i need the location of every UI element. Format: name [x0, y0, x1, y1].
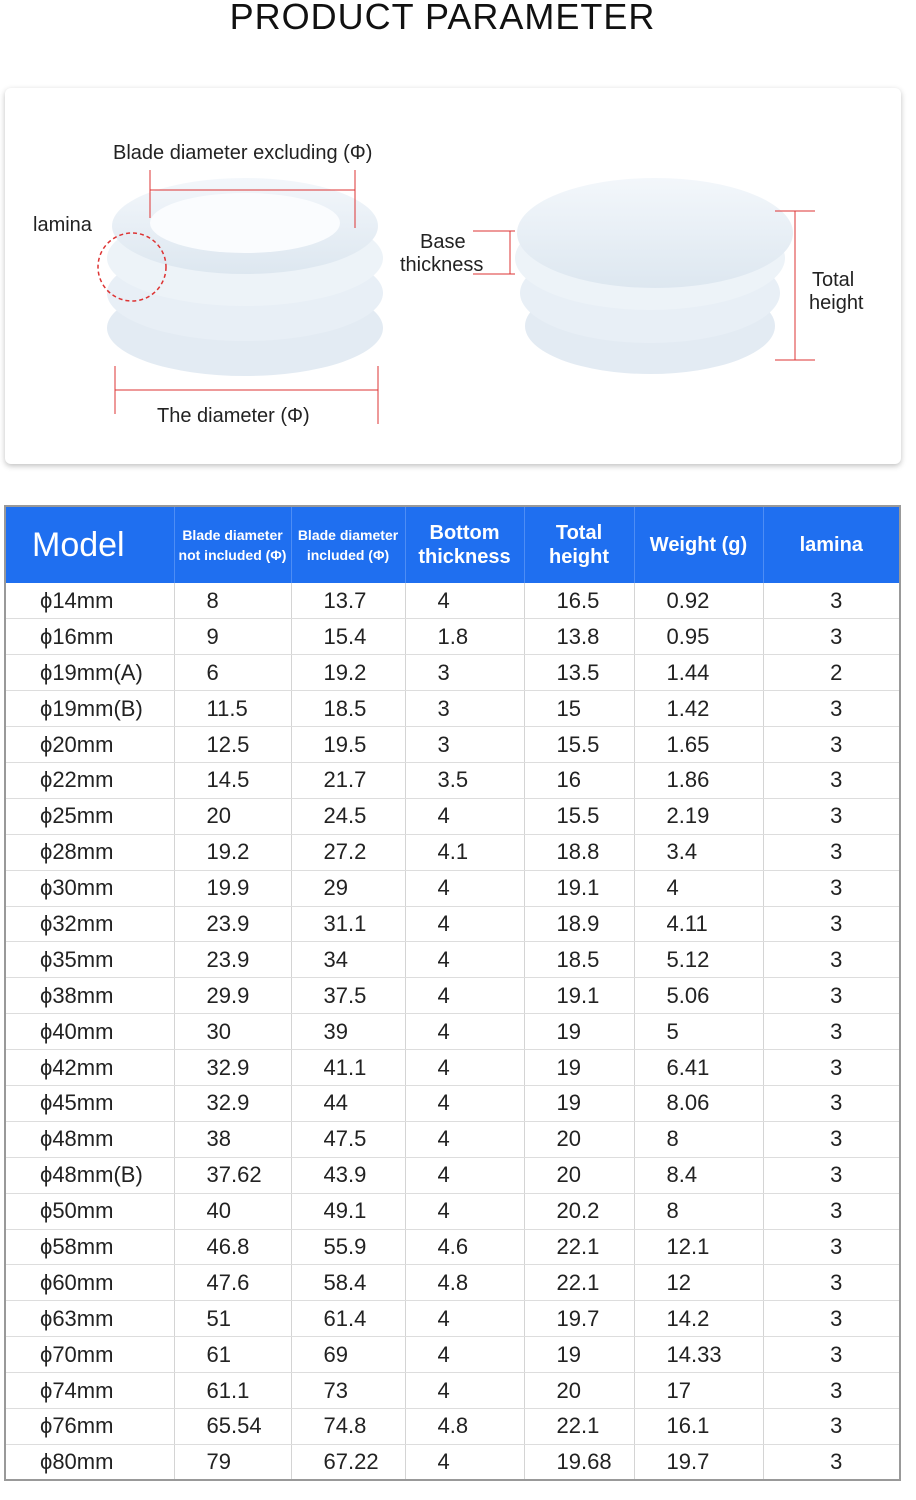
cell-model: ϕ48mm(B): [5, 1157, 174, 1193]
cell-blade-not-included: 38: [174, 1121, 291, 1157]
cell-lamina: 3: [763, 1085, 900, 1121]
open-plug-image: [98, 170, 383, 424]
cell-model: ϕ25mm: [5, 798, 174, 834]
cell-bottom-thickness: 4: [405, 1301, 524, 1337]
cell-bottom-thickness: 1.8: [405, 619, 524, 655]
cell-blade-not-included: 19.9: [174, 870, 291, 906]
cell-blade-included: 41.1: [291, 1050, 405, 1086]
cell-blade-not-included: 51: [174, 1301, 291, 1337]
table-row: [5, 762, 900, 798]
cell-total-height: 19: [524, 1014, 634, 1050]
cell-blade-not-included: 12.5: [174, 727, 291, 763]
cell-model: ϕ80mm: [5, 1444, 174, 1480]
cell-total-height: 15.5: [524, 798, 634, 834]
table-row: [5, 691, 900, 727]
cell-total-height: 19: [524, 1085, 634, 1121]
cell-bottom-thickness: 4.1: [405, 834, 524, 870]
lamina-label: lamina: [33, 214, 92, 236]
table-header: [5, 506, 900, 583]
cell-model: ϕ19mm(B): [5, 691, 174, 727]
cell-lamina: 3: [763, 1229, 900, 1265]
cell-weight: 6.41: [634, 1050, 763, 1086]
cell-blade-included: 19.5: [291, 727, 405, 763]
cell-bottom-thickness: 4: [405, 1014, 524, 1050]
closed-plug-image: [473, 178, 815, 374]
table-row: [5, 1085, 900, 1121]
cell-weight: 8: [634, 1121, 763, 1157]
cell-model: ϕ40mm: [5, 1014, 174, 1050]
cell-blade-included: 34: [291, 942, 405, 978]
cell-model: ϕ19mm(A): [5, 655, 174, 691]
cell-bottom-thickness: 3: [405, 655, 524, 691]
cell-weight: 12.1: [634, 1229, 763, 1265]
cell-blade-included: 18.5: [291, 691, 405, 727]
table-row: [5, 798, 900, 834]
cell-lamina: 3: [763, 619, 900, 655]
cell-lamina: 3: [763, 1050, 900, 1086]
cell-lamina: 3: [763, 1337, 900, 1373]
cell-blade-not-included: 37.62: [174, 1157, 291, 1193]
cell-model: ϕ60mm: [5, 1265, 174, 1301]
cell-model: ϕ38mm: [5, 978, 174, 1014]
cell-total-height: 22.1: [524, 1408, 634, 1444]
cell-weight: 2.19: [634, 798, 763, 834]
cell-model: ϕ50mm: [5, 1193, 174, 1229]
table-row: [5, 978, 900, 1014]
cell-total-height: 22.1: [524, 1229, 634, 1265]
cell-model: ϕ45mm: [5, 1085, 174, 1121]
cell-blade-included: 67.22: [291, 1444, 405, 1480]
cell-blade-included: 74.8: [291, 1408, 405, 1444]
cell-blade-not-included: 65.54: [174, 1408, 291, 1444]
cell-model: ϕ74mm: [5, 1373, 174, 1409]
base-label: Base: [420, 231, 466, 253]
table-row: [5, 1373, 900, 1409]
cell-blade-not-included: 23.9: [174, 906, 291, 942]
cell-total-height: 19: [524, 1050, 634, 1086]
cell-lamina: 2: [763, 655, 900, 691]
table-row: [5, 1050, 900, 1086]
table-row: [5, 583, 900, 619]
page-title: PRODUCT PARAMETER: [229, 0, 656, 37]
header-lamina: lamina: [763, 506, 900, 583]
cell-blade-not-included: 11.5: [174, 691, 291, 727]
cell-total-height: 15: [524, 691, 634, 727]
cell-total-height: 15.5: [524, 727, 634, 763]
cell-weight: 1.42: [634, 691, 763, 727]
cell-total-height: 19.1: [524, 870, 634, 906]
cell-weight: 4.11: [634, 906, 763, 942]
cell-model: ϕ32mm: [5, 906, 174, 942]
table-row: [5, 906, 900, 942]
cell-total-height: 20: [524, 1373, 634, 1409]
table-row: [5, 1014, 900, 1050]
product-diagram: [5, 88, 901, 464]
cell-blade-not-included: 8: [174, 583, 291, 619]
cell-blade-included: 29: [291, 870, 405, 906]
cell-model: ϕ48mm: [5, 1121, 174, 1157]
cell-total-height: 19.68: [524, 1444, 634, 1480]
cell-weight: 19.7: [634, 1444, 763, 1480]
table-row: [5, 1444, 900, 1480]
cell-blade-included: 13.7: [291, 583, 405, 619]
table-row: [5, 1301, 900, 1337]
cell-blade-included: 31.1: [291, 906, 405, 942]
cell-weight: 1.44: [634, 655, 763, 691]
cell-blade-included: 49.1: [291, 1193, 405, 1229]
cell-total-height: 20.2: [524, 1193, 634, 1229]
cell-total-height: 18.8: [524, 834, 634, 870]
cell-bottom-thickness: 4: [405, 1373, 524, 1409]
cell-weight: 5.12: [634, 942, 763, 978]
cell-blade-not-included: 61: [174, 1337, 291, 1373]
table-row: [5, 870, 900, 906]
cell-bottom-thickness: 4: [405, 978, 524, 1014]
cell-blade-not-included: 30: [174, 1014, 291, 1050]
table-row: [5, 1229, 900, 1265]
cell-total-height: 19.1: [524, 978, 634, 1014]
cell-lamina: 3: [763, 942, 900, 978]
header-total-height: Total height: [524, 506, 634, 583]
cell-lamina: 3: [763, 1408, 900, 1444]
cell-total-height: 19.7: [524, 1301, 634, 1337]
cell-total-height: 13.8: [524, 619, 634, 655]
cell-weight: 5.06: [634, 978, 763, 1014]
cell-total-height: 20: [524, 1121, 634, 1157]
cell-blade-not-included: 61.1: [174, 1373, 291, 1409]
header-blade-not-included: Blade diameter not included (Φ): [174, 506, 291, 583]
cell-blade-not-included: 6: [174, 655, 291, 691]
cell-blade-included: 27.2: [291, 834, 405, 870]
table-row: [5, 1408, 900, 1444]
cell-lamina: 3: [763, 691, 900, 727]
cell-model: ϕ28mm: [5, 834, 174, 870]
cell-lamina: 3: [763, 1265, 900, 1301]
cell-model: ϕ16mm: [5, 619, 174, 655]
cell-blade-included: 24.5: [291, 798, 405, 834]
cell-lamina: 3: [763, 583, 900, 619]
cell-total-height: 18.5: [524, 942, 634, 978]
table-row: [5, 619, 900, 655]
cell-weight: 5: [634, 1014, 763, 1050]
table-row: [5, 655, 900, 691]
table-row: [5, 1121, 900, 1157]
cell-bottom-thickness: 4.8: [405, 1265, 524, 1301]
cell-total-height: 22.1: [524, 1265, 634, 1301]
cell-model: ϕ20mm: [5, 727, 174, 763]
cell-weight: 1.65: [634, 727, 763, 763]
cell-weight: 0.92: [634, 583, 763, 619]
cell-model: ϕ14mm: [5, 583, 174, 619]
header-weight: Weight (g): [634, 506, 763, 583]
cell-blade-included: 39: [291, 1014, 405, 1050]
cell-model: ϕ58mm: [5, 1229, 174, 1265]
cell-total-height: 18.9: [524, 906, 634, 942]
cell-lamina: 3: [763, 1157, 900, 1193]
cell-lamina: 3: [763, 1444, 900, 1480]
cell-blade-included: 37.5: [291, 978, 405, 1014]
cell-lamina: 3: [763, 727, 900, 763]
cell-weight: 8.4: [634, 1157, 763, 1193]
cell-blade-not-included: 32.9: [174, 1085, 291, 1121]
cell-total-height: 16: [524, 762, 634, 798]
cell-blade-not-included: 19.2: [174, 834, 291, 870]
cell-blade-included: 73: [291, 1373, 405, 1409]
cell-lamina: 3: [763, 762, 900, 798]
cell-weight: 12: [634, 1265, 763, 1301]
blade-diameter-label: Blade diameter excluding (Φ): [113, 142, 373, 164]
cell-model: ϕ22mm: [5, 762, 174, 798]
cell-lamina: 3: [763, 1193, 900, 1229]
cell-bottom-thickness: 4: [405, 942, 524, 978]
cell-bottom-thickness: 3.5: [405, 762, 524, 798]
table-row: [5, 727, 900, 763]
cell-blade-not-included: 32.9: [174, 1050, 291, 1086]
cell-bottom-thickness: 4: [405, 583, 524, 619]
cell-bottom-thickness: 4: [405, 1337, 524, 1373]
cell-total-height: 16.5: [524, 583, 634, 619]
cell-lamina: 3: [763, 906, 900, 942]
cell-blade-included: 55.9: [291, 1229, 405, 1265]
cell-lamina: 3: [763, 1373, 900, 1409]
cell-lamina: 3: [763, 1014, 900, 1050]
cell-blade-not-included: 47.6: [174, 1265, 291, 1301]
cell-bottom-thickness: 3: [405, 691, 524, 727]
cell-bottom-thickness: 3: [405, 727, 524, 763]
cell-total-height: 13.5: [524, 655, 634, 691]
cell-weight: 14.2: [634, 1301, 763, 1337]
cell-total-height: 19: [524, 1337, 634, 1373]
cell-blade-not-included: 79: [174, 1444, 291, 1480]
cell-weight: 14.33: [634, 1337, 763, 1373]
table-row: [5, 834, 900, 870]
cell-blade-included: 21.7: [291, 762, 405, 798]
cell-blade-included: 61.4: [291, 1301, 405, 1337]
table-row: [5, 942, 900, 978]
cell-weight: 1.86: [634, 762, 763, 798]
table-row: [5, 1157, 900, 1193]
parameter-table: [4, 505, 901, 1481]
header-model: Model: [5, 506, 174, 583]
cell-weight: 17: [634, 1373, 763, 1409]
cell-lamina: 3: [763, 978, 900, 1014]
cell-blade-included: 69: [291, 1337, 405, 1373]
cell-blade-not-included: 20: [174, 798, 291, 834]
cell-bottom-thickness: 4: [405, 1444, 524, 1480]
table-row: [5, 1265, 900, 1301]
cell-model: ϕ76mm: [5, 1408, 174, 1444]
header-bottom-thickness: Bottom thickness: [405, 506, 524, 583]
cell-weight: 8.06: [634, 1085, 763, 1121]
cell-blade-not-included: 14.5: [174, 762, 291, 798]
cell-model: ϕ63mm: [5, 1301, 174, 1337]
cell-model: ϕ35mm: [5, 942, 174, 978]
diameter-label: The diameter (Φ): [157, 405, 310, 427]
cell-weight: 16.1: [634, 1408, 763, 1444]
cell-bottom-thickness: 4: [405, 1121, 524, 1157]
table-row: [5, 1337, 900, 1373]
cell-bottom-thickness: 4: [405, 870, 524, 906]
cell-model: ϕ42mm: [5, 1050, 174, 1086]
cell-blade-included: 43.9: [291, 1157, 405, 1193]
cell-blade-not-included: 23.9: [174, 942, 291, 978]
cell-model: ϕ70mm: [5, 1337, 174, 1373]
cell-blade-included: 19.2: [291, 655, 405, 691]
cell-lamina: 3: [763, 1121, 900, 1157]
cell-lamina: 3: [763, 798, 900, 834]
cell-blade-not-included: 9: [174, 619, 291, 655]
cell-blade-included: 58.4: [291, 1265, 405, 1301]
thickness-label: thickness: [400, 254, 484, 276]
cell-bottom-thickness: 4.8: [405, 1408, 524, 1444]
total-label: Total: [812, 269, 855, 291]
cell-bottom-thickness: 4: [405, 906, 524, 942]
cell-bottom-thickness: 4: [405, 1157, 524, 1193]
cell-blade-not-included: 40: [174, 1193, 291, 1229]
cell-lamina: 3: [763, 834, 900, 870]
cell-bottom-thickness: 4: [405, 1193, 524, 1229]
cell-weight: 3.4: [634, 834, 763, 870]
cell-weight: 4: [634, 870, 763, 906]
cell-bottom-thickness: 4.6: [405, 1229, 524, 1265]
cell-model: ϕ30mm: [5, 870, 174, 906]
cell-blade-not-included: 46.8: [174, 1229, 291, 1265]
cell-bottom-thickness: 4: [405, 1085, 524, 1121]
cell-weight: 8: [634, 1193, 763, 1229]
cell-blade-included: 15.4: [291, 619, 405, 655]
cell-blade-included: 44: [291, 1085, 405, 1121]
cell-blade-included: 47.5: [291, 1121, 405, 1157]
cell-lamina: 3: [763, 1301, 900, 1337]
cell-weight: 0.95: [634, 619, 763, 655]
height-label: height: [809, 292, 864, 314]
cell-bottom-thickness: 4: [405, 798, 524, 834]
header-blade-included: Blade diameter included (Φ): [291, 506, 405, 583]
table-row: [5, 1193, 900, 1229]
cell-total-height: 20: [524, 1157, 634, 1193]
cell-lamina: 3: [763, 870, 900, 906]
cell-blade-not-included: 29.9: [174, 978, 291, 1014]
cell-bottom-thickness: 4: [405, 1050, 524, 1086]
